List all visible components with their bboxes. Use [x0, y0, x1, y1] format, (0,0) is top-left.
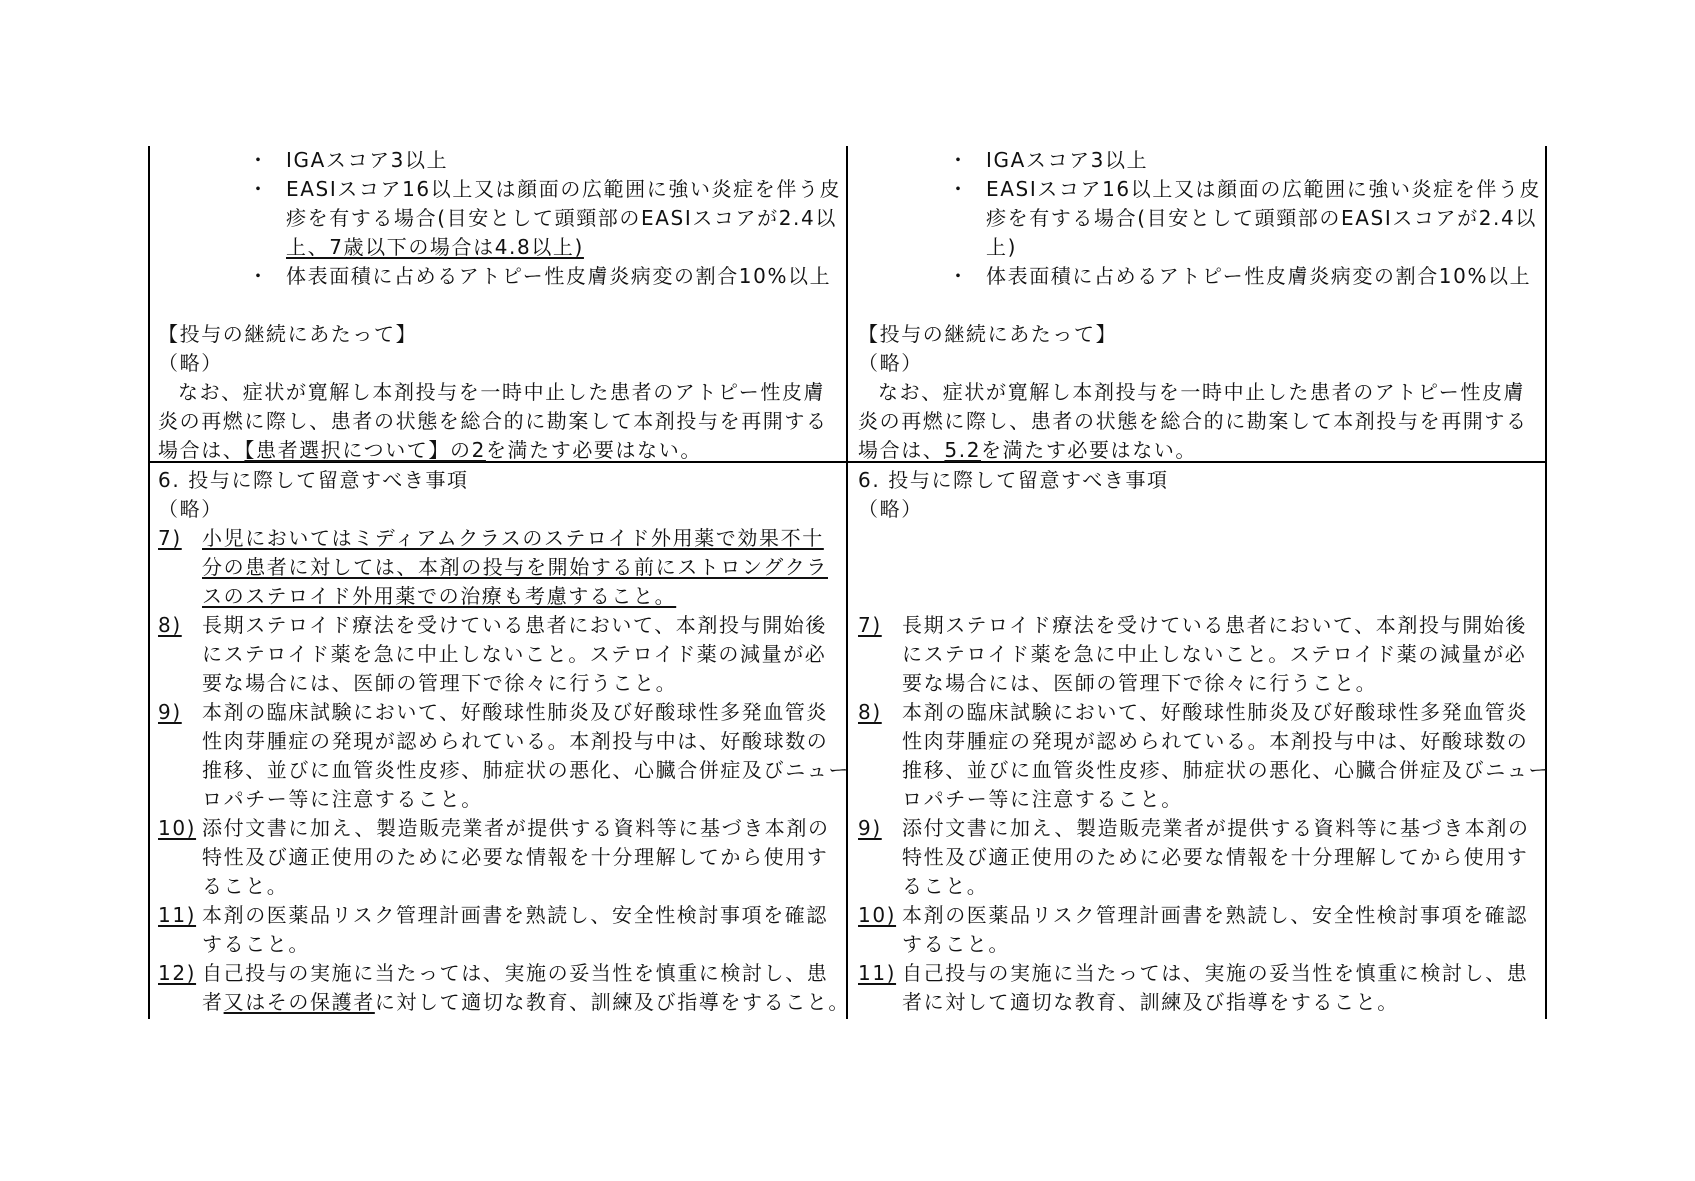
- left-upper-cell: [158, 146, 842, 462]
- paragraph-line: 場合は、5.2を満たす必要はない。: [858, 438, 1198, 462]
- item-line: ロパチー等に注意すること。: [202, 787, 483, 811]
- paragraph-line: 場合は、【患者選択について】の2を満たす必要はない。: [158, 438, 702, 462]
- changed-reference: 5.2: [944, 438, 982, 462]
- item-line: ること。: [902, 874, 989, 898]
- item-line: 性肉芽腫症の発現が認められている。本剤投与中は、好酸球数の: [202, 729, 829, 753]
- item-number: 9): [158, 700, 182, 724]
- item-line: 推移、並びに血管炎性皮疹、肺症状の悪化、心臓合併症及びニュー: [202, 758, 850, 782]
- item-line: 特性及び適正使用のために必要な情報を十分理解してから使用す: [202, 845, 829, 869]
- paragraph-line: なお、症状が寛解し本剤投与を一時中止した患者のアトピー性皮膚: [178, 380, 826, 404]
- item-number: 7): [858, 613, 882, 637]
- list-item: ・ EASIスコア16以上又は顔面の広範囲に強い炎症を伴う皮: [948, 177, 1542, 201]
- paragraph-line: 炎の再燃に際し、患者の状態を総合的に勘案して本剤投与を再開する: [158, 409, 828, 433]
- list-item-cont: 上、7歳以下の場合は4.8以上): [286, 235, 584, 259]
- item-line: 本剤の臨床試験において、好酸球性肺炎及び好酸球性多発血管炎: [202, 700, 828, 724]
- center-divider: [846, 146, 848, 1019]
- list-item: ・ IGAスコア3以上: [948, 148, 1149, 172]
- item-line: 者に対して適切な教育、訓練及び指導をすること。: [902, 990, 1399, 1014]
- item-line: 長期ステロイド療法を受けている患者において、本剤投与開始後: [202, 613, 827, 637]
- changed-reference: 【患者選択について】の2: [244, 438, 486, 462]
- item-line: すること。: [902, 932, 1010, 956]
- item-number: 8): [158, 613, 182, 637]
- list-item-cont: 疹を有する場合(目安として頭頸部のEASIスコアが2.4以: [286, 206, 837, 230]
- list-item: ・ EASIスコア16以上又は顔面の広範囲に強い炎症を伴う皮: [248, 177, 842, 201]
- item-line: スのステロイド外用薬での治療も考慮すること。: [202, 584, 677, 608]
- item-number: 8): [858, 700, 882, 724]
- item-line: 添付文書に加え、製造販売業者が提供する資料等に基づき本剤の: [902, 816, 1530, 840]
- item-line: ること。: [202, 874, 289, 898]
- added-phrase: 又はその保護者: [223, 990, 375, 1014]
- item-line: 小児においてはミディアムクラスのステロイド外用薬で効果不十: [202, 526, 824, 550]
- comparison-table: [148, 146, 1548, 1019]
- item-line: 推移、並びに血管炎性皮疹、肺症状の悪化、心臓合併症及びニュー: [902, 758, 1550, 782]
- list-item: ・ 体表面積に占めるアトピー性皮膚炎病変の割合10%以上: [248, 264, 832, 288]
- item-line: 本剤の医薬品リスク管理計画書を熟読し、安全性検討事項を確認: [202, 903, 828, 927]
- item-line: 本剤の医薬品リスク管理計画書を熟読し、安全性検討事項を確認: [902, 903, 1528, 927]
- paragraph-line: なお、症状が寛解し本剤投与を一時中止した患者のアトピー性皮膚: [878, 380, 1526, 404]
- item-line: 添付文書に加え、製造販売業者が提供する資料等に基づき本剤の: [202, 816, 830, 840]
- omitted-note: （略）: [858, 497, 923, 521]
- item-line: 特性及び適正使用のために必要な情報を十分理解してから使用す: [902, 845, 1529, 869]
- item-line: 要な場合には、医師の管理下で徐々に行うこと。: [902, 671, 1378, 695]
- section-title: 6. 投与に際して留意すべき事項: [858, 468, 1169, 492]
- item-line: 性肉芽腫症の発現が認められている。本剤投与中は、好酸球数の: [902, 729, 1529, 753]
- item-number: 11): [858, 961, 897, 985]
- item-number: 10): [158, 816, 197, 840]
- item-line: 本剤の臨床試験において、好酸球性肺炎及び好酸球性多発血管炎: [902, 700, 1528, 724]
- item-number: 9): [858, 816, 882, 840]
- item-number: 7): [158, 526, 182, 550]
- omitted-note: （略）: [158, 497, 223, 521]
- omitted-note: （略）: [158, 351, 223, 375]
- continue-heading: 【投与の継続にあたって】: [858, 322, 1118, 346]
- left-lower-cell: [158, 466, 851, 1016]
- paragraph-line: 炎の再燃に際し、患者の状態を総合的に勘案して本剤投与を再開する: [858, 409, 1528, 433]
- item-line: ロパチー等に注意すること。: [902, 787, 1183, 811]
- right-border: [1545, 146, 1547, 1019]
- left-border: [148, 146, 150, 1019]
- item-line: 自己投与の実施に当たっては、実施の妥当性を慎重に検討し、患: [202, 961, 829, 985]
- item-line: にステロイド薬を急に中止しないこと。ステロイド薬の減量が必: [202, 642, 827, 666]
- item-number: 12): [158, 961, 197, 985]
- list-item: ・ 体表面積に占めるアトピー性皮膚炎病変の割合10%以上: [948, 264, 1532, 288]
- list-item-cont: 上): [986, 235, 1018, 259]
- item-line: すること。: [202, 932, 310, 956]
- item-line: にステロイド薬を急に中止しないこと。ステロイド薬の減量が必: [902, 642, 1527, 666]
- list-item-cont: 疹を有する場合(目安として頭頸部のEASIスコアが2.4以: [986, 206, 1537, 230]
- right-lower-cell: [858, 466, 1550, 1016]
- item-line: 分の患者に対しては、本剤の投与を開始する前にストロングクラ: [202, 555, 828, 579]
- item-number: 11): [158, 903, 197, 927]
- omitted-note: （略）: [858, 351, 923, 375]
- item-line: 長期ステロイド療法を受けている患者において、本剤投与開始後: [902, 613, 1527, 637]
- item-line: 要な場合には、医師の管理下で徐々に行うこと。: [202, 671, 678, 695]
- continue-heading: 【投与の継続にあたって】: [158, 322, 418, 346]
- right-upper-cell: [858, 146, 1542, 462]
- item-line: 自己投与の実施に当たっては、実施の妥当性を慎重に検討し、患: [902, 961, 1529, 985]
- item-number: 10): [858, 903, 897, 927]
- item-line: 者又はその保護者に対して適切な教育、訓練及び指導をすること。: [202, 990, 851, 1014]
- list-item: ・ IGAスコア3以上: [248, 148, 449, 172]
- section-title: 6. 投与に際して留意すべき事項: [158, 468, 469, 492]
